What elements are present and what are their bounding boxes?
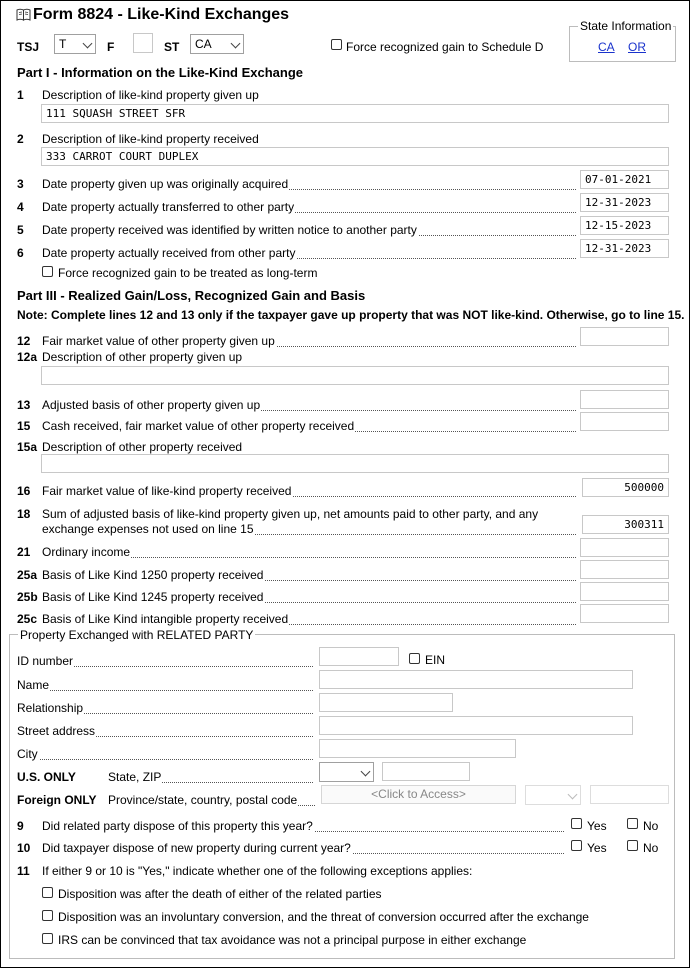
exception-involuntary-checkbox[interactable] bbox=[42, 910, 53, 921]
name-input[interactable] bbox=[319, 670, 633, 689]
line25a-label: Basis of Like Kind 1250 property received bbox=[42, 568, 576, 584]
line-number: 25c bbox=[17, 612, 38, 626]
line9-label: Did related party dispose of this property this year? bbox=[42, 819, 564, 835]
line12a-label: Description of other property given up bbox=[42, 350, 243, 364]
exception-death-label: Disposition was after the death of either of the related parties bbox=[58, 887, 382, 901]
line5-date-input[interactable]: 12-15-2023 bbox=[580, 216, 669, 235]
line9-yes-checkbox[interactable] bbox=[571, 818, 582, 829]
line-number: 10 bbox=[17, 841, 31, 855]
f-input[interactable] bbox=[133, 33, 153, 53]
st-label: ST bbox=[164, 40, 180, 54]
city-input[interactable] bbox=[319, 739, 516, 758]
street-address-label: Street address bbox=[17, 724, 313, 740]
line13-label: Adjusted basis of other property given up bbox=[42, 398, 576, 414]
postal-code-input[interactable] bbox=[590, 785, 669, 804]
line-number: 25b bbox=[17, 590, 38, 604]
line-number: 11 bbox=[17, 864, 30, 878]
line2-input[interactable]: 333 CARROT COURT DUPLEX bbox=[41, 147, 669, 166]
exception-death-checkbox[interactable] bbox=[42, 887, 53, 898]
chevron-down-icon bbox=[231, 39, 241, 49]
state-info-title: State Information bbox=[580, 19, 672, 33]
line15a-input[interactable] bbox=[41, 454, 669, 473]
line10-yes-checkbox[interactable] bbox=[571, 840, 582, 851]
line9-no-label: No bbox=[643, 819, 659, 833]
part3-note: Note: Complete lines 12 and 13 only if the taxpayer gave up property that was NOT like-kind. Otherwise, go to line 15. bbox=[17, 308, 685, 322]
line-number: 9 bbox=[17, 819, 24, 833]
exception-involuntary-label: Disposition was an involuntary conversion, and the threat of conversion occurred after the exchange bbox=[58, 910, 589, 924]
line10-label: Did taxpayer dispose of new property during current year? bbox=[42, 841, 564, 857]
line21-label: Ordinary income bbox=[42, 545, 576, 561]
tsj-value: T bbox=[59, 37, 67, 51]
exception-tax-avoidance-checkbox[interactable] bbox=[42, 933, 53, 944]
force-schedule-d-checkbox[interactable] bbox=[331, 39, 342, 50]
state-zip-label: State, ZIP bbox=[108, 770, 313, 786]
line-number: 25a bbox=[17, 568, 38, 582]
chevron-down-icon bbox=[83, 39, 93, 49]
state-select[interactable] bbox=[319, 762, 374, 782]
form-title bbox=[16, 6, 289, 26]
province-label: Province/state, country, postal code bbox=[108, 793, 315, 809]
line15a-label: Description of other property received bbox=[42, 440, 243, 454]
line5-label: Date property received was identified by written notice to another party bbox=[42, 223, 576, 239]
chevron-down-icon bbox=[568, 790, 578, 800]
part1-heading: Part I - Information on the Like-Kind Exchange bbox=[17, 65, 304, 80]
line25b-label: Basis of Like Kind 1245 property received bbox=[42, 590, 576, 606]
book-icon bbox=[16, 8, 31, 26]
line10-yes-label: Yes bbox=[587, 841, 607, 855]
country-select[interactable] bbox=[525, 785, 581, 805]
force-long-term-label: Force recognized gain to be treated as long-term bbox=[58, 266, 318, 280]
line18-label-b: exchange expenses not used on line 15 bbox=[42, 522, 576, 538]
line11-label: If either 9 or 10 is "Yes," indicate whether one of the following exceptions applies: bbox=[42, 864, 473, 878]
line9-no-checkbox[interactable] bbox=[627, 818, 638, 829]
name-label: Name bbox=[17, 678, 313, 694]
line-number: 6 bbox=[17, 246, 24, 260]
line10-no-label: No bbox=[643, 841, 659, 855]
line25c-label: Basis of Like Kind intangible property received bbox=[42, 612, 576, 628]
id-number-label: ID number bbox=[17, 654, 313, 670]
line-number: 15 bbox=[17, 419, 31, 433]
line9-yes-label: Yes bbox=[587, 819, 607, 833]
line-number: 5 bbox=[17, 223, 24, 237]
line18-input[interactable]: 300311 bbox=[582, 515, 669, 534]
line16-label: Fair market value of like-kind property received bbox=[42, 484, 576, 500]
form-title-text: Form 8824 - Like-Kind Exchanges bbox=[33, 6, 290, 23]
line-number: 16 bbox=[17, 484, 31, 498]
id-number-input[interactable] bbox=[319, 647, 399, 666]
line12a-input[interactable] bbox=[41, 366, 669, 385]
line13-input[interactable] bbox=[580, 390, 669, 409]
st-value: CA bbox=[195, 37, 212, 51]
line6-date-input[interactable]: 12-31-2023 bbox=[580, 239, 669, 258]
line2-label: Description of like-kind property received bbox=[42, 132, 259, 146]
click-to-access-button[interactable]: <Click to Access> bbox=[321, 785, 516, 804]
part3-heading: Part III - Realized Gain/Loss, Recognized Gain and Basis bbox=[17, 288, 366, 303]
line21-input[interactable] bbox=[580, 538, 669, 557]
line-number: 4 bbox=[17, 200, 24, 214]
line-number: 18 bbox=[17, 507, 31, 521]
line3-date-input[interactable]: 07-01-2021 bbox=[580, 170, 669, 189]
line12-input[interactable] bbox=[580, 327, 669, 346]
force-long-term-checkbox[interactable] bbox=[42, 266, 53, 277]
line6-label: Date property actually received from other party bbox=[42, 246, 576, 262]
line-number: 12a bbox=[17, 350, 38, 364]
relationship-input[interactable] bbox=[319, 693, 453, 712]
line10-no-checkbox[interactable] bbox=[627, 840, 638, 851]
foreign-only-label: Foreign ONLY bbox=[17, 793, 97, 807]
line1-label: Description of like-kind property given up bbox=[42, 88, 259, 102]
st-select[interactable] bbox=[190, 34, 244, 54]
chevron-down-icon bbox=[361, 767, 371, 777]
tsj-label: TSJ bbox=[17, 40, 40, 54]
zip-input[interactable] bbox=[382, 762, 470, 781]
line3-label: Date property given up was originally acquired bbox=[42, 177, 576, 193]
line25a-input[interactable] bbox=[580, 560, 669, 579]
exception-tax-avoidance-label: IRS can be convinced that tax avoidance was not a principal purpose in either exchange bbox=[58, 933, 527, 947]
ein-label: EIN bbox=[425, 653, 446, 667]
state-link-ca[interactable]: CA bbox=[598, 40, 615, 54]
line25c-input[interactable] bbox=[580, 604, 669, 623]
relationship-label: Relationship bbox=[17, 701, 313, 717]
line-number: 15a bbox=[17, 440, 38, 454]
f-label: F bbox=[107, 40, 115, 54]
force-schedule-d-label: Force recognized gain to Schedule D bbox=[346, 40, 544, 54]
line25b-input[interactable] bbox=[580, 582, 669, 601]
state-link-or[interactable]: OR bbox=[628, 40, 646, 54]
line16-input[interactable]: 500000 bbox=[582, 478, 669, 497]
line-number: 2 bbox=[17, 132, 24, 146]
line4-label: Date property actually transferred to other party bbox=[42, 200, 576, 216]
line-number: 13 bbox=[17, 398, 31, 412]
line-number: 21 bbox=[17, 545, 31, 559]
line-number: 12 bbox=[17, 334, 31, 348]
line15-label: Cash received, fair market value of other property received bbox=[42, 419, 576, 435]
ein-checkbox[interactable] bbox=[409, 653, 420, 664]
us-only-label: U.S. ONLY bbox=[17, 770, 76, 784]
line15-input[interactable] bbox=[580, 412, 669, 431]
line-number: 1 bbox=[17, 88, 24, 102]
line12-label: Fair market value of other property given up bbox=[42, 334, 576, 350]
city-label: City bbox=[17, 747, 313, 763]
line4-date-input[interactable]: 12-31-2023 bbox=[580, 193, 669, 212]
line-number: 3 bbox=[17, 177, 24, 191]
line18-label-a: Sum of adjusted basis of like-kind property given up, net amounts paid to other party, and any bbox=[42, 507, 539, 521]
related-party-title: Property Exchanged with RELATED PARTY bbox=[20, 628, 254, 642]
street-address-input[interactable] bbox=[319, 716, 633, 735]
tsj-select[interactable] bbox=[54, 34, 96, 54]
line1-input[interactable]: 111 SQUASH STREET SFR bbox=[41, 104, 669, 123]
